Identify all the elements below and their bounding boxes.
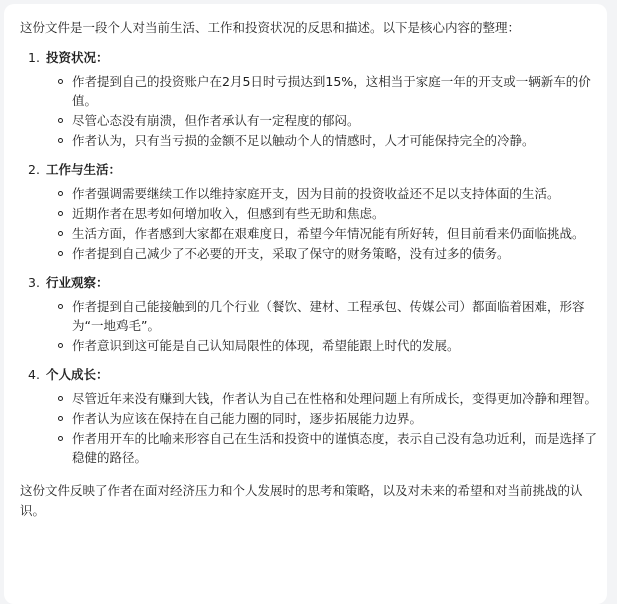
chat-response-card — [4, 4, 607, 604]
list-item — [20, 429, 599, 467]
list-item-text: 尽管心态没有崩溃，但作者承认有一定程度的郁闷。 — [72, 113, 360, 128]
section-heading — [28, 160, 599, 180]
section-title: 工作与生活： — [45, 162, 121, 177]
list-item — [20, 224, 599, 243]
list-item-text: 作者提到自己能接触到的几个行业（餐饮、建材、工程承包、传媒公司）都面临着困难，形容为“一地鸡毛”。 — [72, 299, 585, 333]
conclusion-paragraph: 这份文件反映了作者在面对经济压力和个人发展时的思考和策略，以及对未来的希望和对当前挑战的认识。 — [20, 483, 583, 518]
section-heading — [28, 48, 599, 68]
section-heading — [28, 273, 599, 293]
list-item — [20, 409, 599, 428]
bullet-list — [20, 72, 599, 150]
list-item-text: 近期作者在思考如何增加收入，但感到有些无助和焦虑。 — [72, 206, 385, 221]
section-number: 3. — [28, 275, 40, 290]
bullet-list — [20, 389, 599, 467]
section-number: 2. — [28, 162, 40, 177]
list-item-text: 作者认为，只有当亏损的金额不足以触动个人的情感时，人才可能保持完全的冷静。 — [72, 133, 535, 148]
bullet-icon — [58, 191, 63, 196]
bullet-list — [20, 184, 599, 263]
list-item-text: 作者意识到这可能是自己认知局限性的体现，希望能跟上时代的发展。 — [72, 338, 460, 353]
bullet-icon — [58, 304, 63, 309]
bullet-icon — [58, 138, 63, 143]
bullet-icon — [58, 436, 63, 441]
list-item — [20, 336, 599, 355]
bullet-icon — [58, 118, 63, 123]
bullet-icon — [58, 79, 63, 84]
section-title: 个人成长： — [45, 367, 109, 382]
section-industry — [20, 273, 599, 355]
bullet-list — [20, 297, 599, 355]
list-item — [20, 131, 599, 150]
list-item-text: 作者提到自己减少了不必要的开支，采取了保守的财务策略，没有过多的债务。 — [72, 246, 510, 261]
bullet-icon — [58, 231, 63, 236]
bullet-icon — [58, 416, 63, 421]
list-item — [20, 72, 599, 110]
section-heading — [28, 365, 599, 385]
section-title: 投资状况： — [45, 50, 109, 65]
list-item-text: 生活方面，作者感到大家都在艰难度日，希望今年情况能有所好转，但目前看来仍面临挑战。 — [72, 226, 585, 241]
bullet-icon — [58, 343, 63, 348]
list-item-text: 作者提到自己的投资账户在2月5日时亏损达到15%，这相当于家庭一年的开支或一辆新车的价值。 — [72, 74, 591, 108]
section-work-life — [20, 160, 599, 263]
list-item-text: 作者认为应该在保持在自己能力圈的同时，逐步拓展能力边界。 — [72, 411, 423, 426]
section-growth — [20, 365, 599, 467]
section-investment — [20, 48, 599, 150]
summary-sections — [20, 48, 599, 467]
list-item-text: 作者用开车的比喻来形容自己在生活和投资中的谨慎态度，表示自己没有急功近利，而是选择了稳健的路径。 — [72, 431, 598, 465]
bullet-icon — [58, 396, 63, 401]
list-item — [20, 389, 599, 408]
list-item — [20, 297, 599, 335]
intro-paragraph: 这份文件是一段个人对当前生活、工作和投资状况的反思和描述。以下是核心内容的整理： — [20, 20, 521, 35]
bullet-icon — [58, 251, 63, 256]
list-item-text: 作者强调需要继续工作以维持家庭开支，因为目前的投资收益还不足以支持体面的生活。 — [72, 186, 560, 201]
list-item — [20, 184, 599, 203]
bullet-icon — [58, 211, 63, 216]
list-item-text: 尽管近年来没有赚到大钱，作者认为自己在性格和处理问题上有所成长，变得更加冷静和理智。 — [72, 391, 598, 406]
list-item — [20, 111, 599, 130]
section-number: 1. — [28, 50, 40, 65]
section-title: 行业观察： — [45, 275, 109, 290]
section-number: 4. — [28, 367, 40, 382]
list-item — [20, 204, 599, 223]
list-item — [20, 244, 599, 263]
